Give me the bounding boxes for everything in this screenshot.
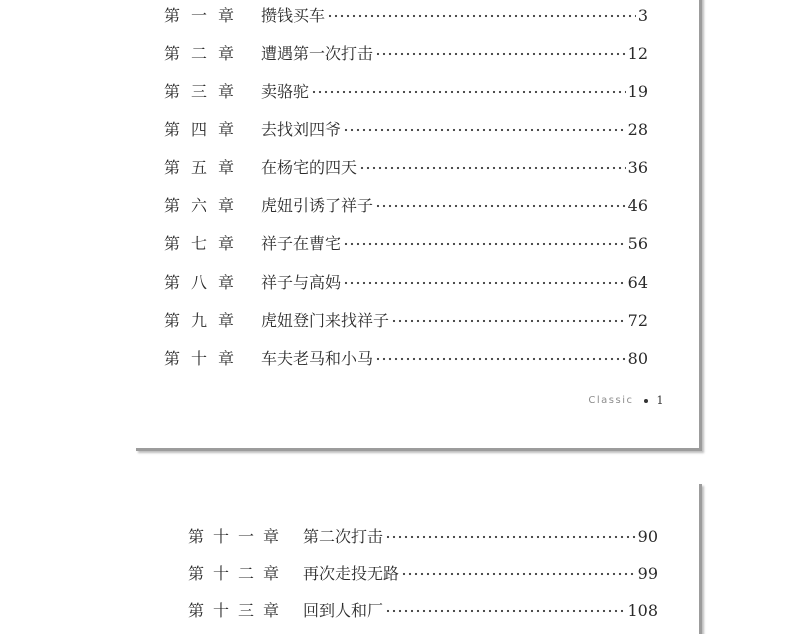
page-number: 28 (627, 120, 648, 139)
chapter-title: 祥子在曹宅 (261, 234, 342, 253)
toc-entry[interactable] (164, 196, 648, 216)
bullet-icon (644, 399, 648, 403)
chapter-title: 去找刘四爷 (261, 120, 342, 139)
chapter-title: 虎妞登门来找祥子 (261, 311, 390, 330)
page-number: 56 (627, 234, 648, 253)
toc-entry[interactable] (164, 234, 648, 254)
toc-entry[interactable] (164, 349, 648, 369)
chapter-title: 攒钱买车 (261, 6, 326, 25)
chapter-number: 第十章 (164, 349, 246, 368)
dot-leader (343, 128, 626, 132)
dot-leader (311, 90, 626, 94)
page-number: 72 (627, 311, 648, 330)
dot-leader (359, 166, 626, 170)
page-number: 64 (627, 273, 648, 292)
chapter-number: 第十二章 (188, 564, 289, 583)
toc-page-2 (133, 481, 699, 634)
toc-entry[interactable] (164, 311, 648, 331)
chapter-title: 遭遇第一次打击 (261, 44, 374, 63)
chapter-number: 第六章 (164, 196, 246, 215)
page-number: 80 (627, 349, 648, 368)
footer-page-number: 1 (656, 394, 665, 407)
footer-label: Classic (588, 395, 634, 406)
toc-entry[interactable] (188, 564, 658, 584)
chapter-number: 第五章 (164, 158, 246, 177)
chapter-title: 虎妞引诱了祥子 (261, 196, 374, 215)
chapter-number: 第十三章 (188, 601, 289, 620)
toc-entry[interactable] (188, 527, 658, 547)
dot-leader (385, 609, 625, 613)
toc-page-1 (133, 0, 699, 448)
toc-entry[interactable] (164, 6, 648, 26)
dot-leader (375, 357, 626, 361)
dot-leader (375, 204, 626, 208)
chapter-title: 第二次打击 (303, 527, 384, 546)
dot-leader (343, 242, 626, 246)
chapter-number: 第九章 (164, 311, 246, 330)
dot-leader (391, 319, 626, 323)
chapter-number: 第二章 (164, 44, 246, 63)
dot-leader (401, 572, 636, 576)
toc-entry[interactable] (164, 44, 648, 64)
chapter-number: 第三章 (164, 82, 246, 101)
page-number: 99 (637, 564, 658, 583)
page-number: 3 (637, 6, 648, 25)
chapter-title: 车夫老马和小马 (261, 349, 374, 368)
toc-entry[interactable] (164, 82, 648, 102)
page-number: 90 (637, 527, 658, 546)
chapter-title: 祥子与高妈 (261, 273, 342, 292)
page-footer (588, 394, 665, 407)
page-number: 46 (627, 196, 648, 215)
chapter-number: 第四章 (164, 120, 246, 139)
chapter-number: 第八章 (164, 273, 246, 292)
chapter-title: 回到人和厂 (303, 601, 384, 620)
page-number: 12 (627, 44, 648, 63)
page-number: 19 (627, 82, 648, 101)
chapter-number: 第十一章 (188, 527, 289, 546)
chapter-number: 第一章 (164, 6, 246, 25)
chapter-title: 卖骆驼 (261, 82, 310, 101)
toc-entry[interactable] (188, 601, 658, 621)
dot-leader (375, 52, 626, 56)
chapter-number: 第七章 (164, 234, 246, 253)
dot-leader (343, 281, 626, 285)
toc-entry[interactable] (164, 158, 648, 178)
chapter-title: 再次走投无路 (303, 564, 400, 583)
dot-leader (327, 14, 636, 18)
toc-entry[interactable] (164, 273, 648, 293)
page-number: 36 (627, 158, 648, 177)
dot-leader (385, 535, 636, 539)
page-number: 108 (627, 601, 658, 620)
toc-entry[interactable] (164, 120, 648, 140)
chapter-title: 在杨宅的四天 (261, 158, 358, 177)
